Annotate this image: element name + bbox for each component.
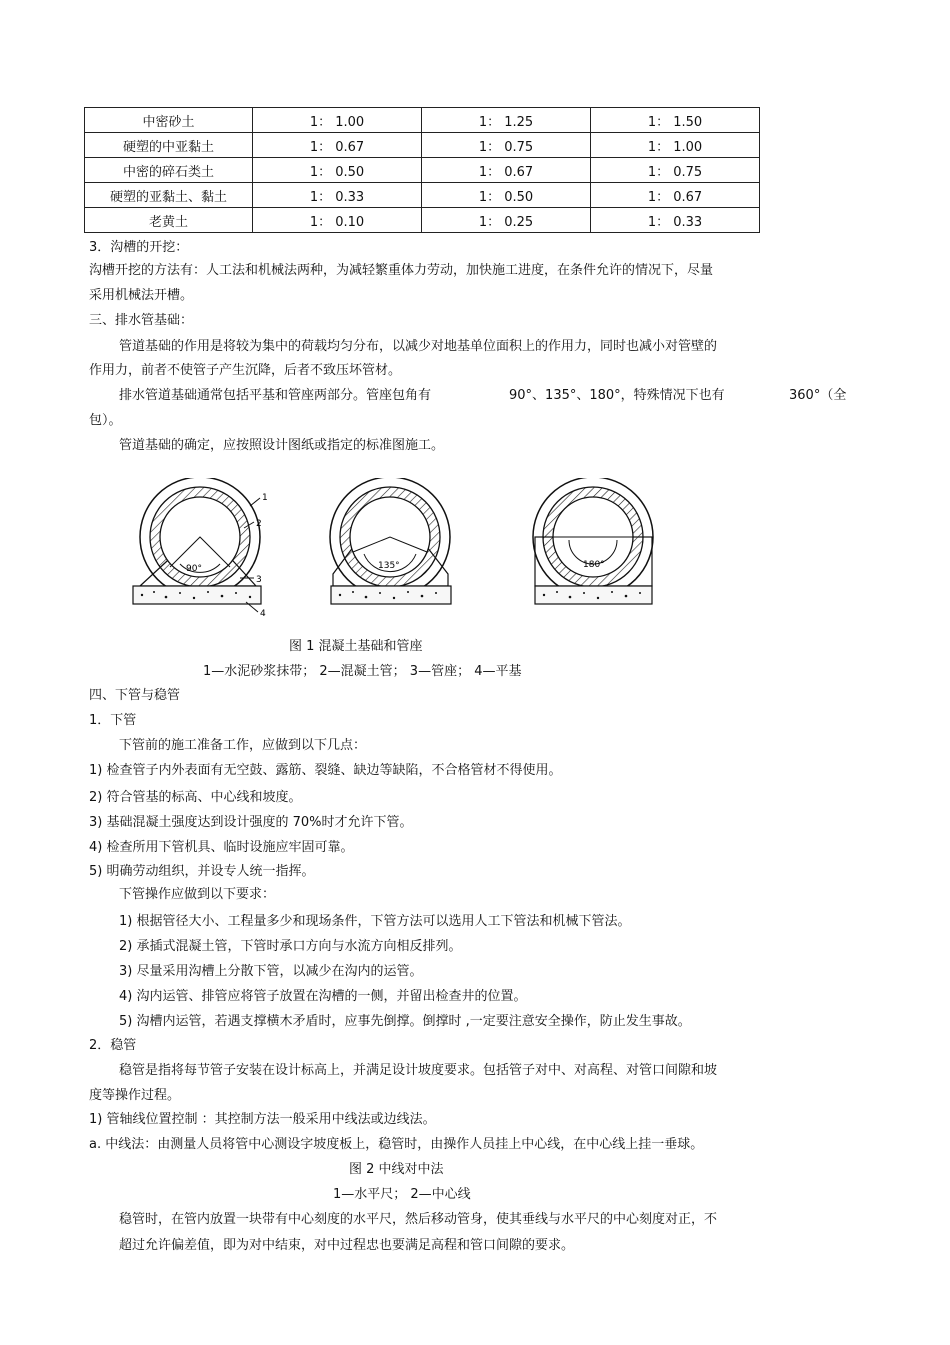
slope-ratio-cell: 1： 0.10 <box>253 208 422 233</box>
slope-ratio-table <box>84 107 760 233</box>
slope-ratio-cell: 1： 0.75 <box>422 133 591 158</box>
list-item: 3) 基础混凝土强度达到设计强度的 70%时才允许下管。 <box>89 815 413 830</box>
section-heading-trench: 3．沟槽的开挖： <box>89 240 189 255</box>
paragraph-line: 度等操作过程。 <box>89 1088 181 1103</box>
pipe-drawing-180 <box>533 478 653 604</box>
slope-ratio-cell: 1： 0.67 <box>591 183 760 208</box>
subheading-stabilizing: 2．稳管 <box>89 1038 137 1053</box>
paragraph-line: 稳管时，在管内放置一块带有中心刻度的水平尺，然后移动管身，使其垂线与水平尺的中心刻度对正，不 <box>119 1212 718 1227</box>
subheading-lowering: 1．下管 <box>89 713 137 728</box>
slope-ratio-cell: 1： 0.50 <box>253 158 422 183</box>
soil-type-cell: 硬塑的亚黏土、黏土 <box>85 183 253 208</box>
marker-4: 4 <box>260 609 266 618</box>
table-row <box>85 183 760 208</box>
list-item: 1) 管轴线位置控制 ：其控制方法一般采用中线法或边线法。 <box>89 1112 436 1127</box>
paragraph-line: 下管操作应做到以下要求： <box>119 887 276 902</box>
marker-2: 2 <box>256 519 262 529</box>
figure-1-caption: 图 1 混凝土基础和管座 <box>289 639 423 654</box>
table-row <box>85 133 760 158</box>
paragraph-line: 沟槽开挖的方法有：人工法和机械法两种，为减轻繁重体力劳动，加快施工进度，在条件允许的情况下，尽量 <box>89 263 714 278</box>
angle-label: 90° <box>186 564 202 574</box>
section-heading-foundation: 三、排水管基础： <box>89 313 194 328</box>
paragraph-line: 管道基础的作用是将较为集中的荷载均匀分布，以减少对地基单位面积上的作用力，同时也减小对管壁的 <box>119 339 718 354</box>
list-item: 3) 尽量采用沟槽上分散下管，以减少在沟内的运管。 <box>119 964 423 979</box>
angle-label: 180° <box>583 560 605 570</box>
slope-ratio-cell: 1： 1.00 <box>591 133 760 158</box>
paragraph-line: 作用力，前者不使管子产生沉降，后者不致压坏管材。 <box>89 363 402 378</box>
table-row <box>85 208 760 233</box>
pipe-drawing-135 <box>330 478 451 604</box>
slope-ratio-cell: 1： 0.33 <box>591 208 760 233</box>
figure-2-legend: 1—水平尺； 2—中心线 <box>333 1187 471 1202</box>
list-item: 2) 符合管基的标高、中心线和坡度。 <box>89 790 302 805</box>
slope-ratio-cell: 1： 0.75 <box>591 158 760 183</box>
slope-ratio-cell: 1： 0.33 <box>253 183 422 208</box>
soil-type-cell: 硬塑的中亚黏土 <box>85 133 253 158</box>
paragraph-line: 包）。 <box>89 413 122 428</box>
list-item: 5) 明确劳动组织，并设专人统一指挥。 <box>89 864 315 879</box>
marker-3: 3 <box>256 575 262 585</box>
paragraph-line: 360°（全 <box>789 388 847 403</box>
slope-ratio-cell: 1： 1.25 <box>422 108 591 133</box>
paragraph-line: 稳管是指将每节管子安装在设计标高上，并满足设计坡度要求。包括管子对中、对高程、对管口间隙和坡 <box>119 1063 718 1078</box>
paragraph-line: 排水管道基础通常包括平基和管座两部分。管座包角有 <box>119 388 432 403</box>
marker-1: 1 <box>262 493 268 503</box>
soil-type-cell: 中密的碎石类土 <box>85 158 253 183</box>
slope-ratio-cell: 1： 0.67 <box>422 158 591 183</box>
list-item: 4) 检查所用下管机具、临时设施应牢固可靠。 <box>89 840 354 855</box>
list-item: 4) 沟内运管、排管应将管子放置在沟槽的一侧，并留出检查井的位置。 <box>119 989 527 1004</box>
paragraph-line: 下管前的施工准备工作，应做到以下几点： <box>119 738 367 753</box>
soil-type-cell: 中密砂土 <box>85 108 253 133</box>
figure-1-legend: 1—水泥砂浆抹带； 2—混凝土管； 3—管座； 4—平基 <box>203 664 522 679</box>
slope-ratio-cell: 1： 0.25 <box>422 208 591 233</box>
soil-type-cell: 老黄土 <box>85 208 253 233</box>
slope-ratio-cell: 1： 0.67 <box>253 133 422 158</box>
figure-2-caption: 图 2 中线对中法 <box>349 1162 444 1177</box>
list-item: 1) 根据管径大小、工程量多少和现场条件，下管方法可以选用人工下管法和机械下管法。 <box>119 914 631 929</box>
list-item: 1) 检查管子内外表面有无空鼓、露筋、裂缝、缺边等缺陷，不合格管材不得使用。 <box>89 763 562 778</box>
paragraph-line: 90°、135°、180°，特殊情况下也有 <box>509 388 725 403</box>
paragraph-line: 采用机械法开槽。 <box>89 288 194 303</box>
list-item: 5) 沟槽内运管，若遇支撑横木矛盾时，应事先倒撑。倒撑时 ,一定要注意安全操作，防止发生事故。 <box>119 1014 691 1029</box>
slope-ratio-cell: 1： 1.00 <box>253 108 422 133</box>
list-item: a. 中线法：由测量人员将管中心测设字坡度板上，稳管时，由操作人员挂上中心线，在中心线上挂一垂球。 <box>89 1137 704 1152</box>
table-row <box>85 108 760 133</box>
figure-1-foundation-drawings <box>128 478 668 618</box>
slope-table-body <box>85 108 760 233</box>
paragraph-line: 超过允许偏差值，即为对中结束，对中过程忠也要满足高程和管口间隙的要求。 <box>119 1238 575 1253</box>
paragraph-line: 管道基础的确定，应按照设计图纸或指定的标准图施工。 <box>119 438 445 453</box>
slope-ratio-cell: 1： 0.50 <box>422 183 591 208</box>
angle-label: 135° <box>378 561 400 571</box>
section-heading-pipe-laying: 四、下管与稳管 <box>89 688 181 703</box>
slope-ratio-cell: 1： 1.50 <box>591 108 760 133</box>
pipe-drawing-90 <box>133 478 268 618</box>
list-item: 2) 承插式混凝土管，下管时承口方向与水流方向相反排列。 <box>119 939 462 954</box>
table-row <box>85 158 760 183</box>
